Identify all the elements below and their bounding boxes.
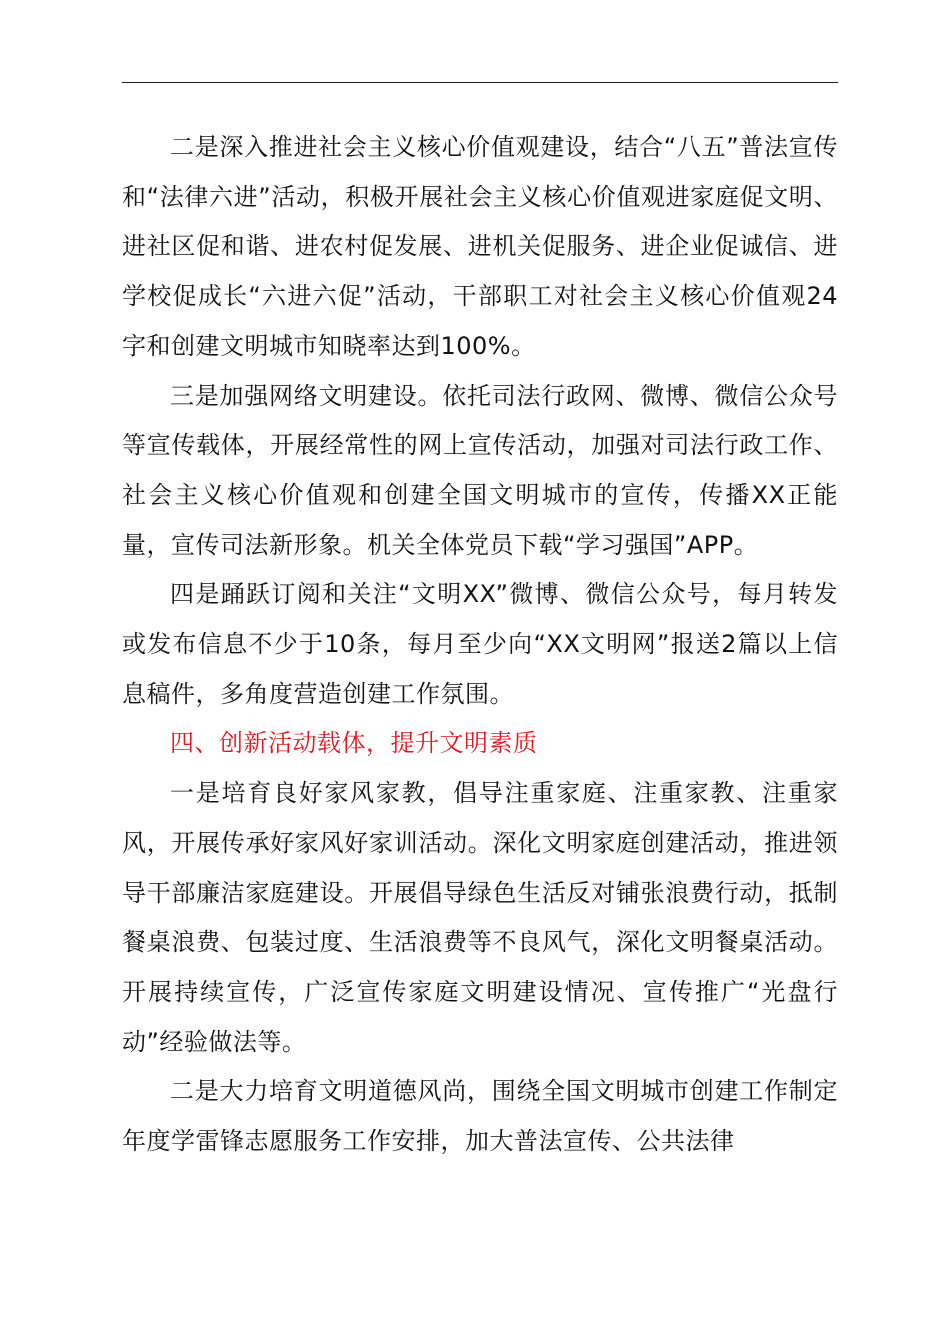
header-rule <box>122 82 838 83</box>
section-heading: 四、创新活动载体，提升文明素质 <box>170 729 538 758</box>
paragraph-core-values: 二是深入推进社会主义核心价值观建设，结合“八五”普法宣传和“法律六进”活动，积极开展社会主义核心价值观进家庭促文明、进社区促和谐、进农村促发展、进机关促服务、进企业促诚信、进学校促成长“六进六促”活动，干部职工对社会主义核心价值观24字和创建文明城市知晓率达到100%。 <box>122 133 838 360</box>
document-body <box>122 123 838 1167</box>
paragraph-subscribe: 四是踊跃订阅和关注“文明XX”微博、微信公众号，每月转发或发布信息不少于10条，每月至少向“XX文明网”报送2篇以上信息稿件，多角度营造创建工作氛围。 <box>122 580 838 708</box>
paragraph-moral-culture: 二是大力培育文明道德风尚，围绕全国文明城市创建工作制定年度学雷锋志愿服务工作安排，加大普法宣传、公共法律 <box>122 1077 838 1156</box>
paragraph-network-civility: 三是加强网络文明建设。依托司法行政网、微博、微信公众号等宣传载体，开展经常性的网上宣传活动，加强对司法行政工作、社会主义核心价值观和创建全国文明城市的宣传，传播XX正能量，宣传司法新形象。机关全体党员下载“学习强国”APP。 <box>122 381 838 559</box>
paragraph-family-values: 一是培育良好家风家教，倡导注重家庭、注重家教、注重家风，开展传承好家风好家训活动。深化文明家庭创建活动，推进领导干部廉洁家庭建设。开展倡导绿色生活反对铺张浪费行动，抵制餐桌浪费、包装过度、生活浪费等不良风气，深化文明餐桌活动。开展持续宣传，广泛宣传家庭文明建设情况、宣传推广“光盘行动”经验做法等。 <box>122 779 838 1056</box>
